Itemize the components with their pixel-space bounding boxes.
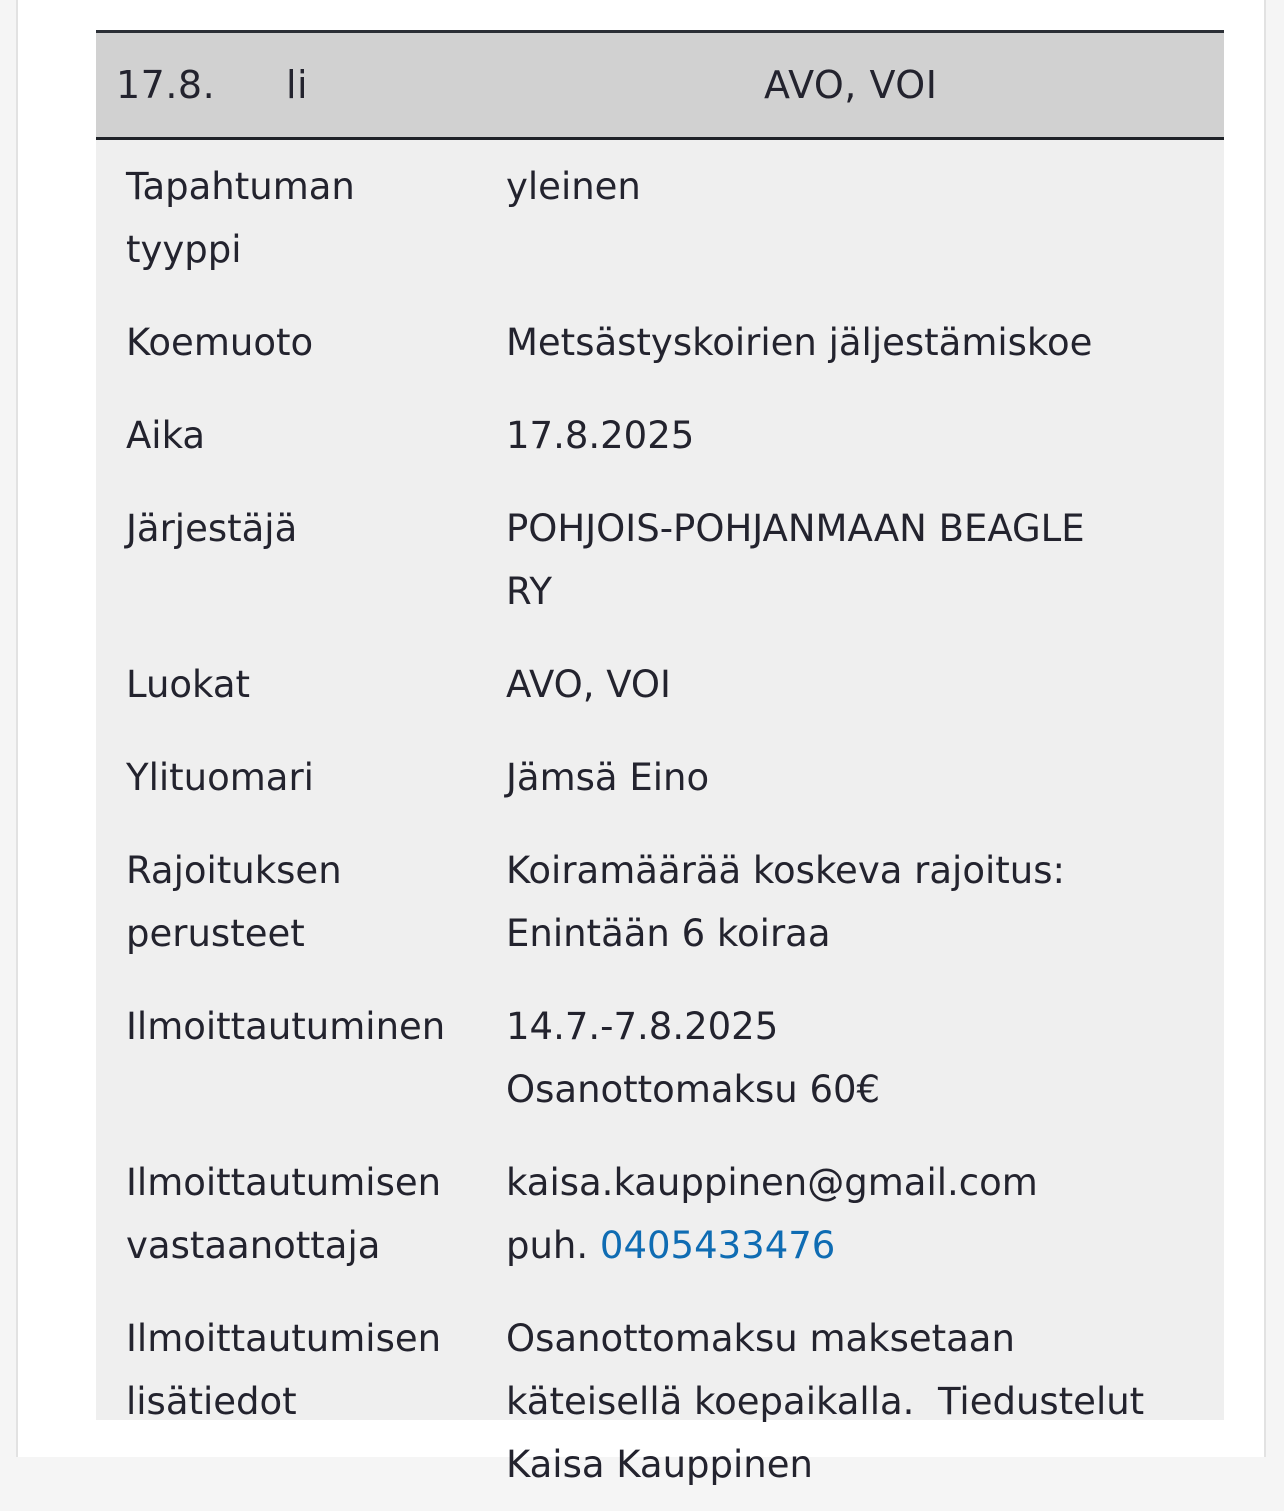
- event-details: [96, 140, 1224, 1511]
- label-line: Ilmoittautumisen: [126, 1317, 442, 1360]
- label-line: Koemuoto: [126, 321, 314, 364]
- phone-prefix: puh.: [506, 1224, 600, 1267]
- event-date: 17.8.: [116, 63, 216, 107]
- label-line: Ilmoittautumisen: [126, 1161, 442, 1204]
- event-card: [96, 30, 1224, 1486]
- value-line: 17.8.2025: [506, 414, 695, 457]
- value-line: Enintään 6 koiraa: [506, 912, 831, 955]
- value-line: yleinen: [506, 165, 641, 208]
- detail-row-registration: [96, 980, 1224, 1136]
- detail-value: [506, 653, 1224, 716]
- value-line: POHJOIS-POHJANMAAN BEAGLE: [506, 507, 1085, 550]
- label-line: Ylituomari: [126, 756, 314, 799]
- detail-label: [96, 1151, 506, 1277]
- detail-value: [506, 995, 1224, 1121]
- label-line: Järjestäjä: [126, 507, 298, 550]
- event-classes: AVO, VOI: [764, 63, 938, 107]
- label-line: vastaanottaja: [126, 1224, 381, 1267]
- detail-label: [96, 746, 506, 809]
- detail-row-time: [96, 389, 1224, 482]
- detail-row-test-type: [96, 296, 1224, 389]
- label-line: Aika: [126, 414, 206, 457]
- value-line: 14.7.-7.8.2025: [506, 1005, 779, 1048]
- detail-label: [96, 995, 506, 1121]
- value-line: käteisellä koepaikalla. Tiedustelut: [506, 1380, 1145, 1423]
- detail-row-chief-judge: [96, 731, 1224, 824]
- event-weekday: li: [286, 63, 309, 107]
- detail-label: [96, 497, 506, 623]
- detail-value: [506, 404, 1224, 467]
- value-line: Osanottomaksu 60€: [506, 1068, 881, 1111]
- value-line: Kaisa Kauppinen: [506, 1443, 813, 1486]
- label-line: perusteet: [126, 912, 305, 955]
- detail-value: [506, 155, 1224, 281]
- detail-row-registration-info: [96, 1292, 1224, 1511]
- phone-link[interactable]: 0405433476: [599, 1224, 836, 1267]
- value-line: Koiramäärää koskeva rajoitus:: [506, 849, 1065, 892]
- phone-line: [506, 1214, 1204, 1277]
- label-line: tyyppi: [126, 228, 242, 271]
- event-header[interactable]: [96, 30, 1224, 140]
- value-line: Metsästyskoirien jäljestämiskoe: [506, 321, 1093, 364]
- page-frame: [16, 0, 1266, 1486]
- detail-row-classes: [96, 638, 1224, 731]
- label-line: Ilmoittautuminen: [126, 1005, 446, 1048]
- value-line: Jämsä Eino: [506, 756, 710, 799]
- detail-label: [96, 311, 506, 374]
- value-line: AVO, VOI: [506, 663, 671, 706]
- detail-row-event-type: [96, 140, 1224, 296]
- value-line: RY: [506, 570, 552, 613]
- label-line: Tapahtuman: [126, 165, 355, 208]
- detail-label: [96, 404, 506, 467]
- label-line: Luokat: [126, 663, 251, 706]
- detail-value: [506, 497, 1224, 623]
- detail-label: [96, 1307, 506, 1496]
- detail-row-organizer: [96, 482, 1224, 638]
- label-line: Rajoituksen: [126, 849, 342, 892]
- detail-value: [506, 839, 1224, 965]
- detail-value: [506, 311, 1224, 374]
- detail-value: [506, 1151, 1224, 1277]
- detail-label: [96, 155, 506, 281]
- detail-value: [506, 1307, 1224, 1496]
- email-text[interactable]: kaisa.kauppinen@gmail.com: [506, 1161, 1038, 1204]
- detail-row-registration-receiver: [96, 1136, 1224, 1292]
- detail-label: [96, 653, 506, 716]
- value-line: Osanottomaksu maksetaan: [506, 1317, 1015, 1360]
- detail-row-restriction: [96, 824, 1224, 980]
- detail-label: [96, 839, 506, 965]
- detail-value: [506, 746, 1224, 809]
- label-line: lisätiedot: [126, 1380, 297, 1423]
